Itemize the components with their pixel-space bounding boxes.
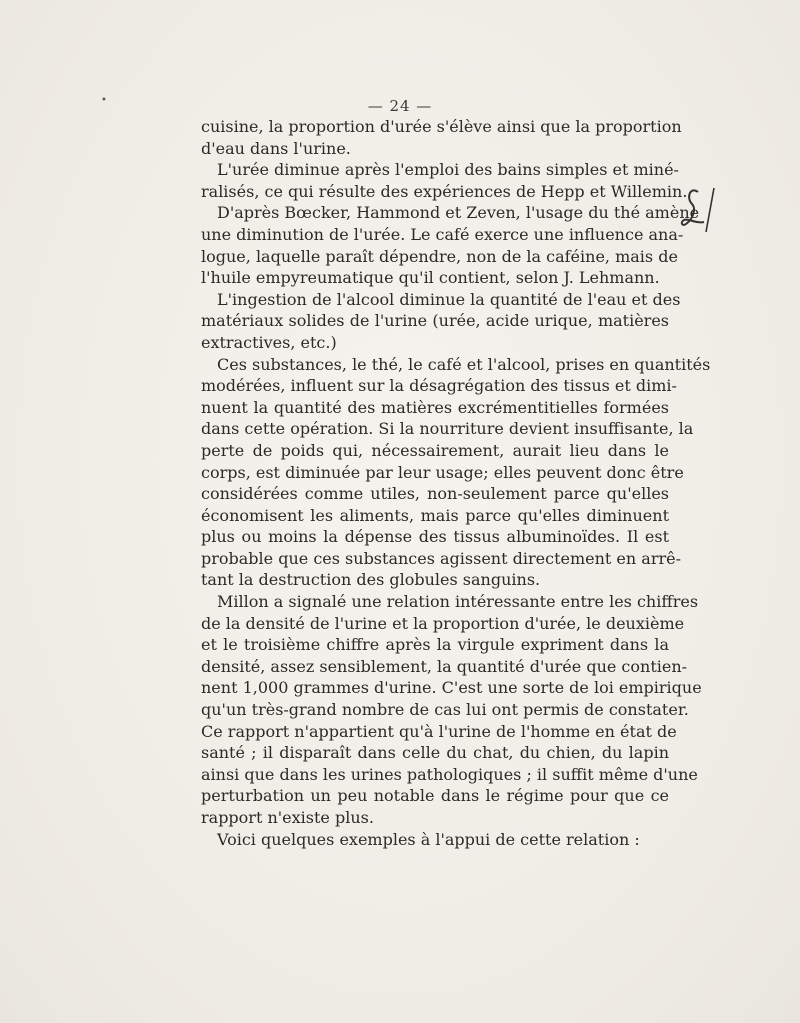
text-line: et le troisième chiffre après la virgule expriment dans la [201, 635, 669, 655]
text-line: perturbation un peu notable dans le régime pour que ce [201, 786, 669, 806]
text-line: densité, assez sensiblement, la quantité d'urée que contien- [201, 656, 688, 676]
text-line: Ces substances, le thé, le café et l'alcool, prises en quantités [217, 354, 711, 374]
text-line: rapport n'existe plus. [201, 808, 374, 827]
text-line: perte de poids qui, nécessairement, aurait lieu dans le [201, 440, 669, 460]
text-line: d'eau dans l'urine. [201, 138, 351, 158]
text-line: santé ; il disparaît dans celle du chat, du chien, du lapin [201, 743, 669, 763]
text-line: D'après Bœcker, Hammond et Zeven, l'usage du thé amène [217, 203, 700, 223]
text-line: matériaux solides de l'urine (urée, acide urique, matières [201, 311, 669, 331]
text-line: l'huile empyreumatique qu'il contient, selon J. Lehmann. [201, 268, 660, 288]
text-line: modérées, influent sur la désagrégation des tissus et dimi- [201, 376, 677, 396]
text-line: économisent les aliments, mais parce qu'elles diminuent [201, 505, 669, 525]
text-line: logue, laquelle paraît dépendre, non de la caféine, mais de [201, 246, 678, 266]
body-text [201, 116, 711, 850]
text-line: probable que ces substances agissent directement en arrê- [201, 548, 681, 568]
text-line: L'urée diminue après l'emploi des bains simples et miné- [217, 160, 679, 180]
text-line: ainsi que dans les urines pathologiques ; il suffit même d'une [201, 764, 698, 784]
text-line: Ce rapport n'appartient qu'à l'urine de l'homme en état de [201, 721, 677, 741]
text-line: Voici quelques exemples à l'appui de cette relation : [217, 829, 640, 849]
text-line: extractives, etc.) [201, 332, 337, 352]
text-line: plus ou moins la dépense des tissus albuminoïdes. Il est [201, 527, 669, 547]
ink-speck: • [101, 95, 107, 106]
text-line: tant la destruction des globules sanguins. [201, 570, 541, 590]
text-line: cuisine, la proportion d'urée s'élève ainsi que la proportion [201, 117, 682, 136]
text-line: considérées comme utiles, non-seulement parce qu'elles [201, 484, 669, 504]
text-line: ralisés, ce qui résulte des expériences de Hepp et Willemin. [201, 181, 688, 201]
text-line: qu'un très-grand nombre de cas lui ont permis de constater. [201, 700, 689, 720]
text-line: Millon a signalé une relation intéressante entre les chiffres [217, 592, 699, 612]
page-number: — 24 — [367, 97, 433, 115]
text-line: corps, est diminuée par leur usage; elles peuvent donc être [201, 462, 684, 482]
text-line: L'ingestion de l'alcool diminue la quantité de l'eau et des [217, 289, 681, 309]
text-line: de la densité de l'urine et la proportion d'urée, le deuxième [201, 613, 685, 633]
text-line: une diminution de l'urée. Le café exerce une influence ana- [201, 224, 684, 244]
text-line: nuent la quantité des matières excrémentitielles formées [201, 397, 669, 417]
text-line: dans cette opération. Si la nourriture devient insuffisante, la [201, 419, 694, 439]
margin-annotation-icon [676, 182, 722, 238]
text-line: nent 1,000 grammes d'urine. C'est une sorte de loi empirique [201, 678, 702, 698]
